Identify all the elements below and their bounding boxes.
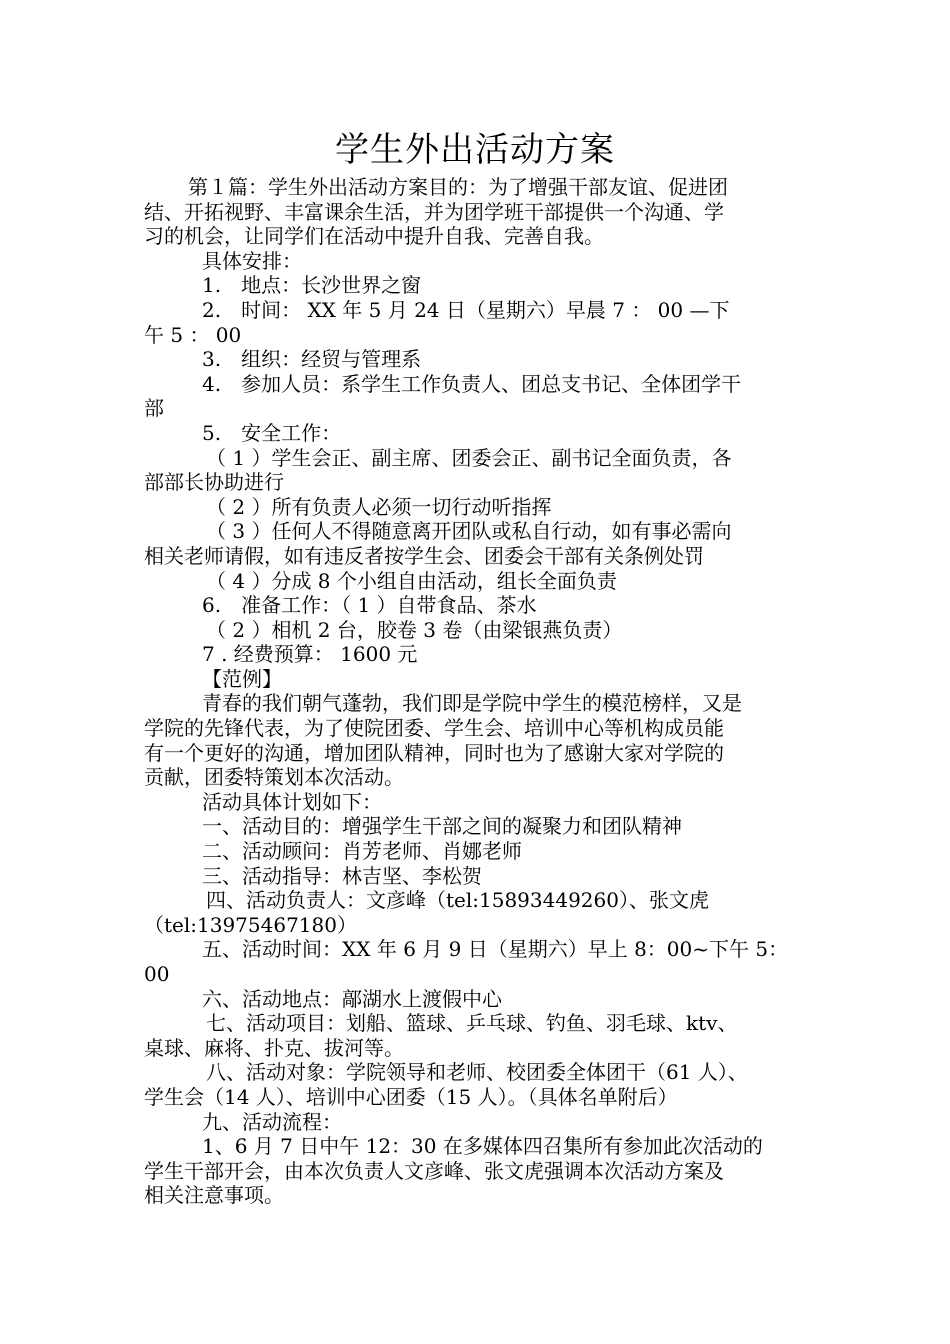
paragraph-line: 习的机会，让同学们在活动中提升自我、完善自我。 (144, 224, 604, 249)
paragraph-line: 五、活动时间：XX 年 6 月 9 日（星期六）早上 8：00~下午 5： (202, 937, 789, 962)
paragraph-line: 00 (144, 962, 170, 986)
paragraph-line: 学生干部开会，由本次负责人文彦峰、张文虎强调本次活动方案及 (144, 1158, 724, 1183)
paragraph-line: （ 2 ）所有负责人必须一切行动听指挥 (206, 494, 552, 519)
paragraph-line: （ 1 ）学生会正、副主席、团委会正、副书记全面负责，各 (206, 445, 732, 470)
paragraph-line: 贡献，团委特策划本次活动。 (144, 765, 404, 790)
paragraph-line: 六、活动地点：鄗湖水上渡假中心 (202, 986, 502, 1011)
paragraph-line: 午 5 ： 00 (144, 322, 242, 347)
paragraph-line: 学院的先锋代表，为了使院团委、学生会、培训中心等机构成员能 (144, 716, 724, 741)
paragraph-line: 1. 地点：长沙世界之窗 (202, 273, 422, 298)
paragraph-line: （tel:13975467180） (144, 912, 357, 937)
paragraph-line: 有一个更好的沟通，增加团队精神，同时也为了感谢大家对学院的 (144, 740, 724, 765)
paragraph-line: 第１篇：学生外出活动方案目的：为了增强干部友谊、促进团 (188, 175, 728, 199)
paragraph-line: 部部长协助进行 (144, 470, 284, 495)
paragraph-line: （ 3 ）任何人不得随意离开团队或私自行动，如有事必需向 (206, 519, 732, 544)
paragraph-line: 二、活动顾问：肖芳老师、肖娜老师 (202, 839, 522, 864)
paragraph-line: 七、活动项目：划船、篮球、乒乓球、钓鱼、羽毛球、ktv、 (206, 1011, 738, 1036)
document-body (144, 175, 809, 1208)
paragraph-line: 三、活动指导：林吉坚、李松贺 (202, 863, 482, 888)
paragraph-line: 桌球、麻将、扑克、拔河等。 (144, 1035, 404, 1060)
paragraph-line: 4. 参加人员：系学生工作负责人、团总支书记、全体团学干 (202, 371, 742, 396)
paragraph-line: 一、活动目的：增强学生干部之间的凝聚力和团队精神 (202, 814, 682, 839)
paragraph-line: 具体安排： (202, 248, 302, 273)
document-title: 学生外出活动方案 (335, 130, 615, 170)
paragraph-line: （ 2 ）相机 2 台，胶卷 3 卷（由梁银燕负责） (206, 617, 623, 642)
paragraph-line: 6. 准备工作：（ 1 ）自带食品、茶水 (202, 593, 537, 618)
paragraph-line: （ 4 ）分成 8 个小组自由活动，组长全面负责 (206, 568, 617, 593)
paragraph-line: 结、开拓视野、丰富课余生活，并为团学班干部提供一个沟通、学 (144, 199, 724, 224)
paragraph-line: 3. 组织：经贸与管理系 (202, 347, 422, 372)
paragraph-line: 九、活动流程： (202, 1109, 342, 1134)
paragraph-line: 2. 时间： XX 年 5 月 24 日（星期六）早晨 7 ： 00 —下 (202, 297, 730, 322)
paragraph-line: 部 (144, 396, 164, 421)
paragraph-line: 相关老师请假，如有违反者按学生会、团委会干部有关条例处罚 (144, 543, 704, 568)
paragraph-line: 7 . 经费预算： 1600 元 (202, 642, 418, 667)
paragraph-line: 相关注意事项。 (144, 1183, 284, 1208)
paragraph-line: 四、活动负责人：文彦峰（tel:15893449260）、张文虎 (206, 888, 709, 913)
paragraph-line: 八、活动对象：学院领导和老师、校团委全体团干（61 人）、 (206, 1060, 748, 1085)
paragraph-line: 5. 安全工作： (202, 420, 342, 445)
paragraph-line: 活动具体计划如下： (202, 789, 382, 814)
paragraph-line: 1、6 月 7 日中午 12：30 在多媒体四召集所有参加此次活动的 (202, 1134, 763, 1159)
paragraph-line: 【范例】 (202, 666, 282, 691)
paragraph-line: 青春的我们朝气蓬勃，我们即是学院中学生的模范榜样，又是 (202, 691, 742, 716)
paragraph-line: 学生会（14 人）、培训中心团委（15 人）。（具体名单附后） (144, 1084, 678, 1109)
